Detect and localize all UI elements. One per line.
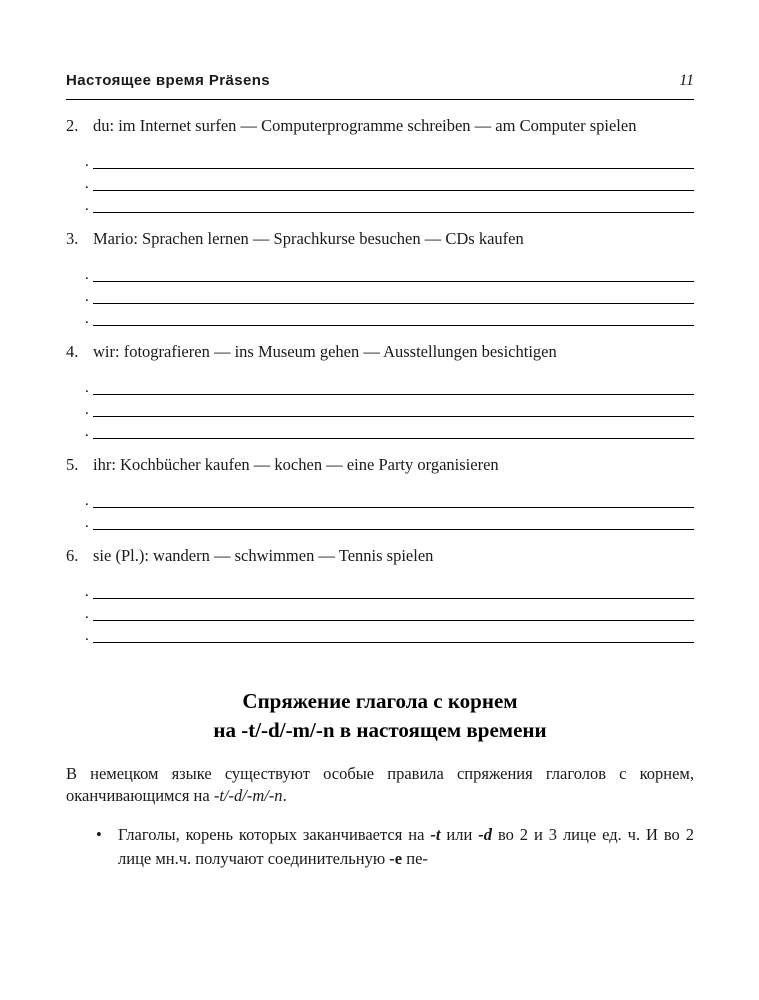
exercise-number: 6.: [66, 546, 79, 565]
answer-lines: [93, 147, 694, 213]
intro-text: В немецком языке существуют особые правила спряжения глаголов с корнем, оканчивающимся на: [66, 764, 694, 805]
answer-line: [93, 304, 694, 326]
answer-line: [93, 395, 694, 417]
exercise-text: du: im Internet surfen — Computerprogramme schreiben — am Computer spielen: [93, 116, 637, 135]
bullet-text-1: Глаголы, корень которых заканчивается на: [118, 825, 431, 844]
exercise-item-2: [66, 115, 694, 213]
bullet-text-3: во 2 и 3 лице ед. ч. И во 2 лице мн.ч. получают соединительную: [118, 825, 694, 868]
answer-line: [93, 486, 694, 508]
exercise-number: 2.: [66, 116, 79, 135]
answer-line: [93, 147, 694, 169]
exercise-list: [66, 115, 694, 643]
answer-lines: [93, 486, 694, 530]
bullet-text-4: пе-: [402, 849, 428, 868]
intro-italic-endings: -t/-d/-m/-n: [213, 786, 283, 805]
bullet-bold-t: -t: [430, 825, 441, 844]
section-intro-paragraph: [66, 763, 694, 807]
answer-line: [93, 417, 694, 439]
running-header-title: Настоящее время Präsens: [66, 72, 271, 89]
section-heading: [66, 687, 694, 745]
exercise-row: [66, 115, 694, 137]
answer-line: [93, 282, 694, 304]
answer-line: [93, 260, 694, 282]
exercise-row: [66, 341, 694, 363]
answer-lines: [93, 260, 694, 326]
answer-line: [93, 621, 694, 643]
answer-line: [93, 508, 694, 530]
exercise-number: 3.: [66, 229, 79, 248]
bullet-item: [66, 823, 694, 871]
page-number: 11: [679, 72, 694, 89]
exercise-row: [66, 228, 694, 250]
exercise-row: [66, 454, 694, 476]
bullet-bold-d: -d: [478, 825, 492, 844]
exercise-item-6: [66, 545, 694, 643]
answer-lines: [93, 373, 694, 439]
exercise-number: 4.: [66, 342, 79, 361]
exercise-text: Mario: Sprachen lernen — Sprachkurse besuchen — CDs kaufen: [93, 229, 524, 248]
answer-line: [93, 373, 694, 395]
bullet-bold-e: -e: [389, 849, 403, 868]
exercise-text: ihr: Kochbücher kaufen — kochen — eine Party organisieren: [93, 455, 499, 474]
section-heading-line1: Спряжение глагола с корнем: [242, 689, 518, 713]
section-heading-line2: на -t/-d/-m/-n в настоящем времени: [213, 718, 547, 742]
answer-line: [93, 577, 694, 599]
answer-line: [93, 169, 694, 191]
exercise-item-4: [66, 341, 694, 439]
intro-period: .: [282, 786, 287, 805]
exercise-text: sie (Pl.): wandern — schwimmen — Tennis spielen: [93, 546, 434, 565]
exercise-item-3: [66, 228, 694, 326]
bullet-marker-icon: •: [96, 825, 102, 844]
exercise-row: [66, 545, 694, 567]
answer-lines: [93, 577, 694, 643]
exercise-text: wir: fotografieren — ins Museum gehen — Ausstellungen besichtigen: [93, 342, 557, 361]
exercise-number: 5.: [66, 455, 79, 474]
answer-line: [93, 599, 694, 621]
bullet-text-2: или: [440, 825, 479, 844]
page-header: [66, 70, 694, 100]
exercise-item-5: [66, 454, 694, 530]
answer-line: [93, 191, 694, 213]
